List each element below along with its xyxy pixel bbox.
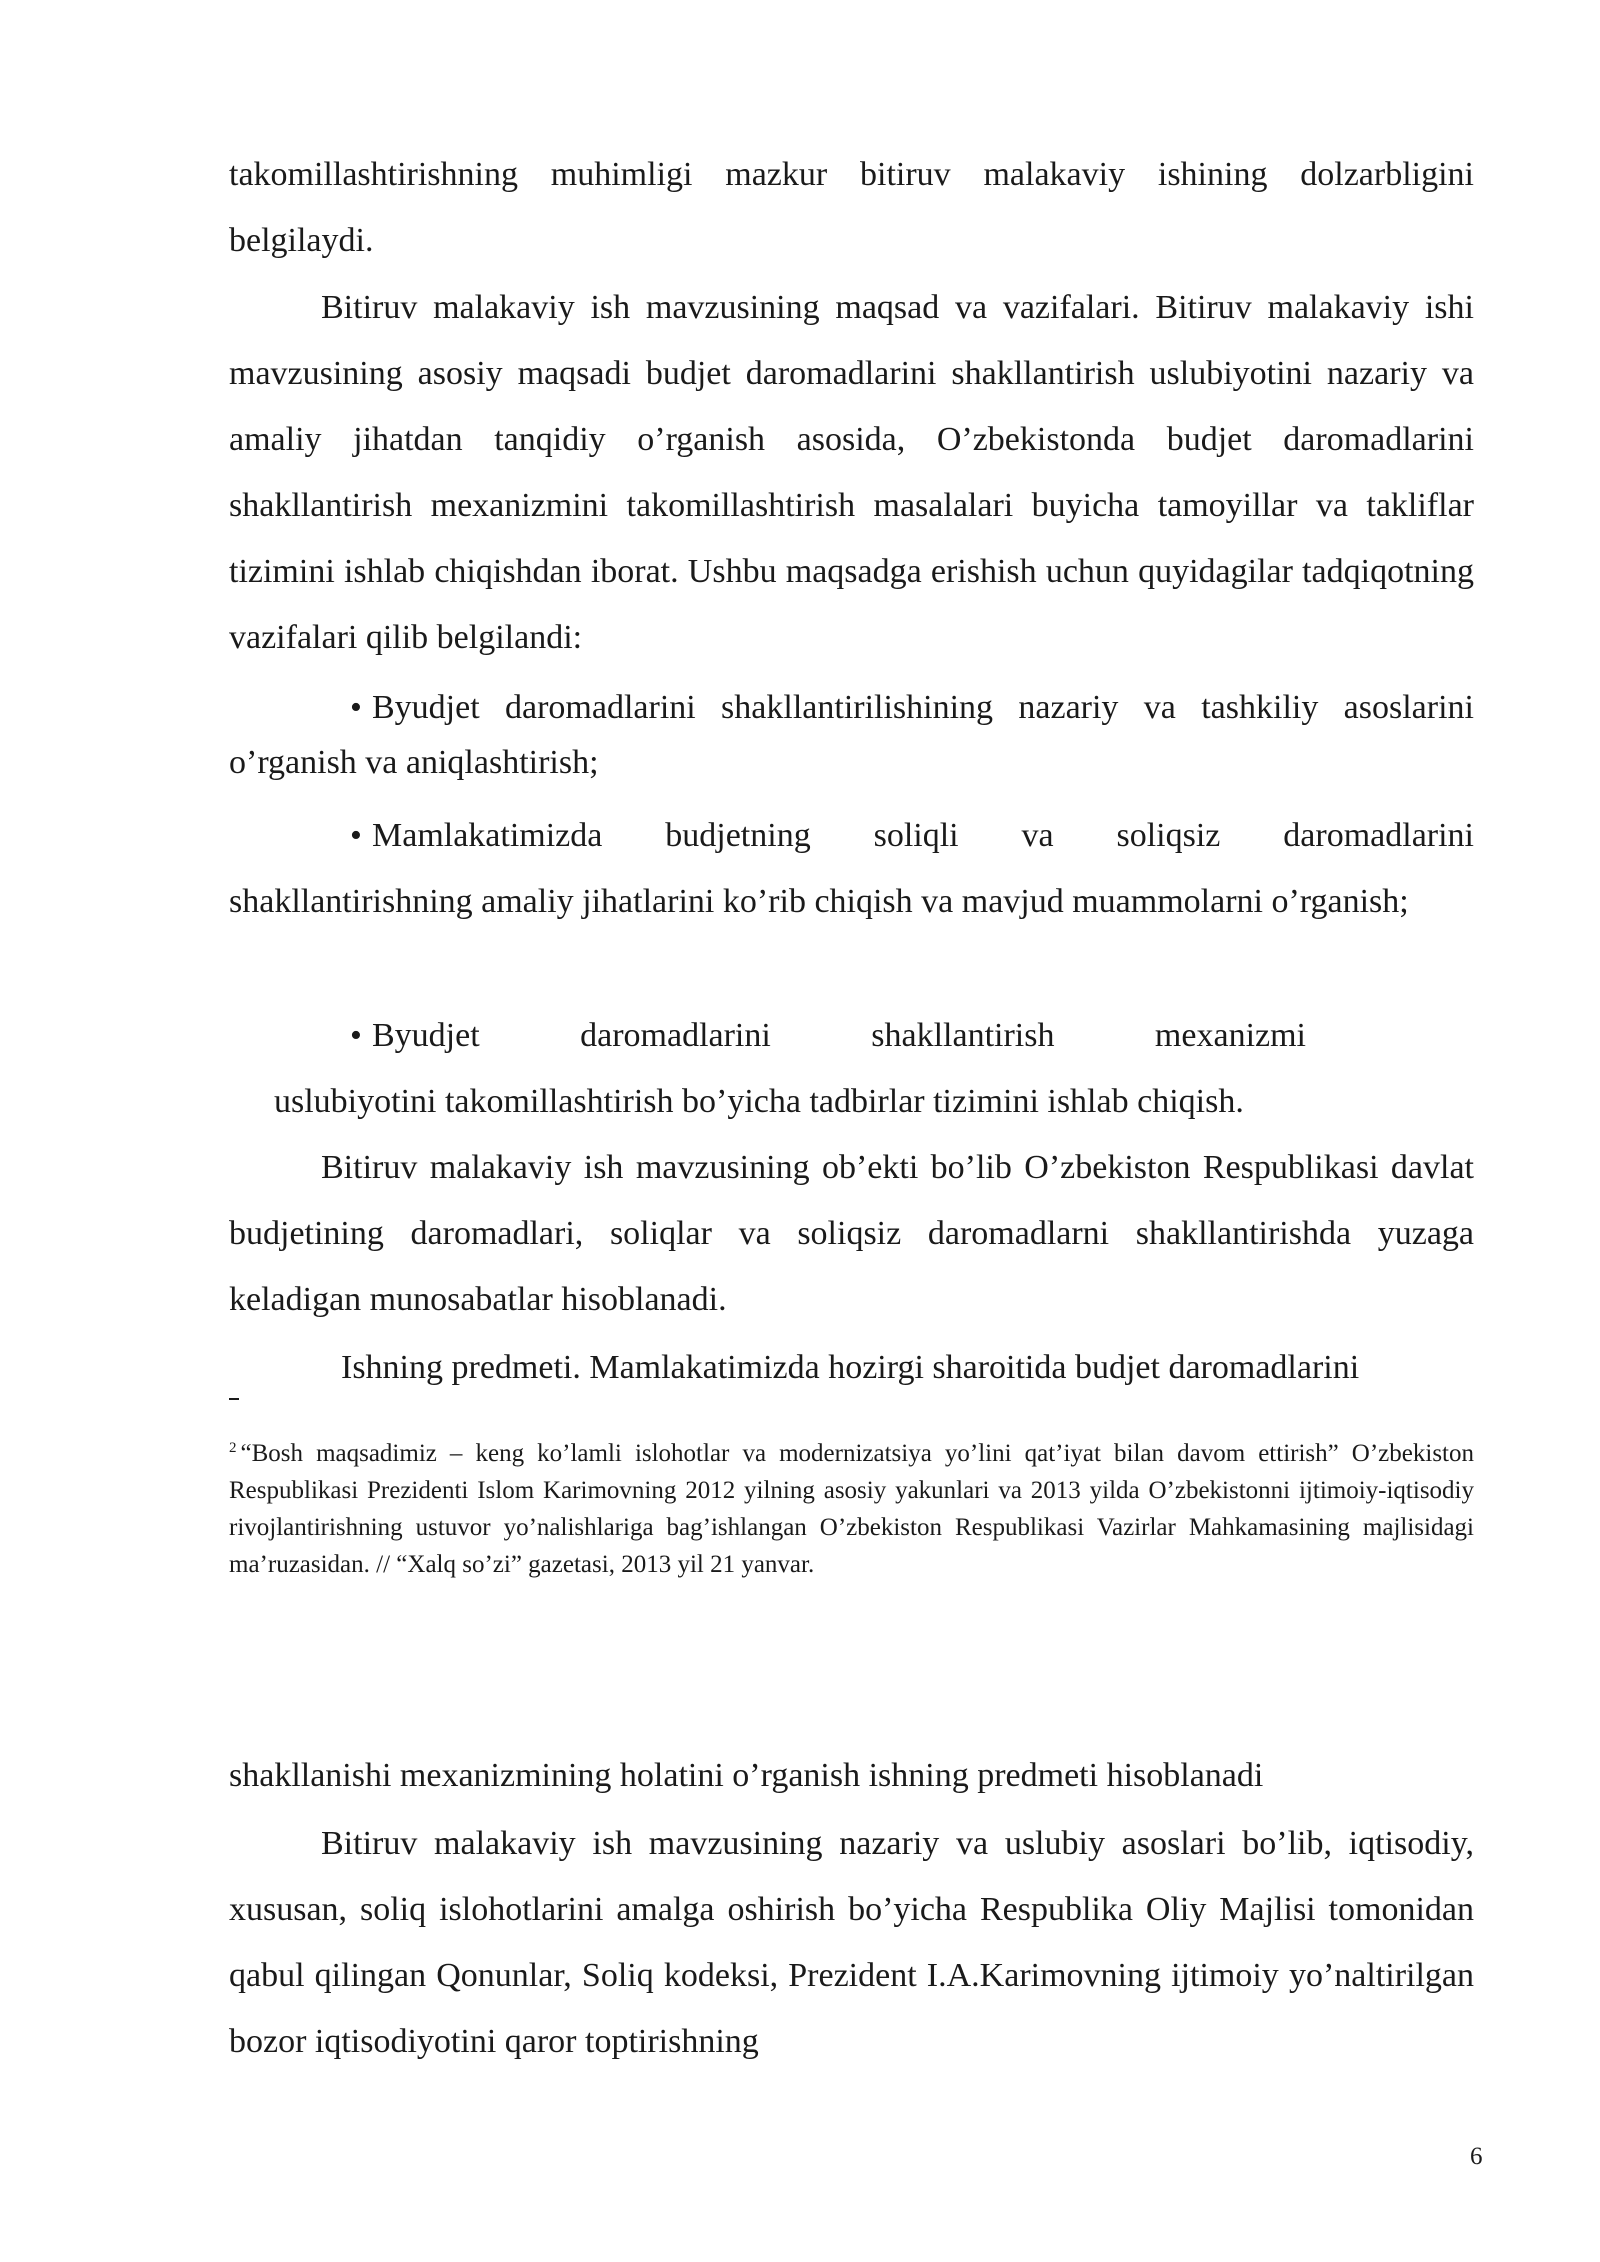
paragraph-object: Bitiruv malakaviy ish mavzusining ob’ekti bo’lib O’zbekiston Respublikasi davlat budjetining daromadlari, soliqlar va soliqsiz daromadlarni shakllantirishda yuzaga keladigan munosabatlar hisoblanadi. <box>229 1149 1474 1318</box>
paragraph-subject-end: shakllanishi mexanizmining holatini o’rganish ishning predmeti hisoblanadi <box>229 1757 1264 1794</box>
paragraph-basis: Bitiruv malakaviy ish mavzusining nazariy va uslubiy asoslari bo’lib, iqtisodiy, xususan, soliq islohotlarini amalga oshirish bo’yicha Respublika Oliy Majlisi tomonidan qabul qilingan Qonunlar, Soliq kodeksi, Prezident I.A.Karimovning ijtimoiy yo’naltirilgan bozor iqtisodiyotini qaror toptirishning <box>229 1825 1474 2060</box>
footnote-separator <box>229 1398 239 1400</box>
footnote-text: “Bosh maqsadimiz – keng ko’lamli islohotlar va modernizatsiya yo’lini qat’iyat bilan davom ettirish” O’zbekiston Respublikasi Prezidenti Islom Karimovning 2012 yilning asosiy yakunlari va 2013 yilda O’zbekistonni ijtimoiy-iqtisodiy rivojlantirishning ustuvor yo’nalishlariga bag’ishlangan O’zbekiston Respublikasi Vazirlar Mahkamasining majlisidagi ma’ruzasidan. // “Xalq so’zi” gazetasi, 2013 yil 21 yanvar. <box>229 1440 1474 1578</box>
bullet-marker: • <box>350 1017 362 1054</box>
bullet-item-1-line1: Byudjet daromadlarini shakllantirilishining nazariy va tashkiliy asoslarini <box>372 689 1474 726</box>
footnote-marker: 2 <box>229 1440 237 1456</box>
footnote <box>229 1430 1474 1583</box>
paragraph-relevance: takomillashtirishning muhimligi mazkur bitiruv malakaviy ishining dolzarbligini belgilaydi. <box>229 156 1474 259</box>
bullet-item-2-line1: Mamlakatimizda budjetning soliqli va soliqsiz daromadlarini <box>372 817 1474 854</box>
bullet-item-3-line2: uslubiyotini takomillashtirish bo’yicha tadbirlar tizimini ishlab chiqish. <box>274 1083 1244 1120</box>
paragraph-subject-start: Ishning predmeti. Mamlakatimizda hozirgi sharoitida budjet daromadlarini <box>341 1349 1360 1386</box>
bullet-marker: • <box>350 689 362 726</box>
bullet-item-2-rest: shakllantirishning amaliy jihatlarini ko’rib chiqish va mavjud muammolarni o’rganish; <box>229 883 1409 920</box>
bullet-item-3 <box>350 1003 1306 1069</box>
bullet-marker: • <box>350 817 362 854</box>
bullet-item-2 <box>350 803 1474 869</box>
paragraph-goal: Bitiruv malakaviy ish mavzusining maqsad va vazifalari. Bitiruv malakaviy ishi mavzusining asosiy maqsadi budjet daromadlarini shakllantirish uslubiyotini nazariy va amaliy jihatdan tanqidiy o’rganish asosida, O’zbekistonda budjet daromadlarini shakllantirish mexanizmini takomillashtirish masalalari buyicha tamoyillar va takliflar tizimini ishlab chiqishdan iborat. Ushbu maqsadga erishish uchun quyidagilar tadqiqotning vazifalari qilib belgilandi: <box>229 289 1474 656</box>
bullet-item-3-line1: Byudjet daromadlarini shakllantirish mexanizmi <box>372 1017 1306 1054</box>
page-number: 6 <box>1470 2143 1483 2170</box>
bullet-item-1-line2: o’rganish va aniqlashtirish; <box>229 744 599 781</box>
